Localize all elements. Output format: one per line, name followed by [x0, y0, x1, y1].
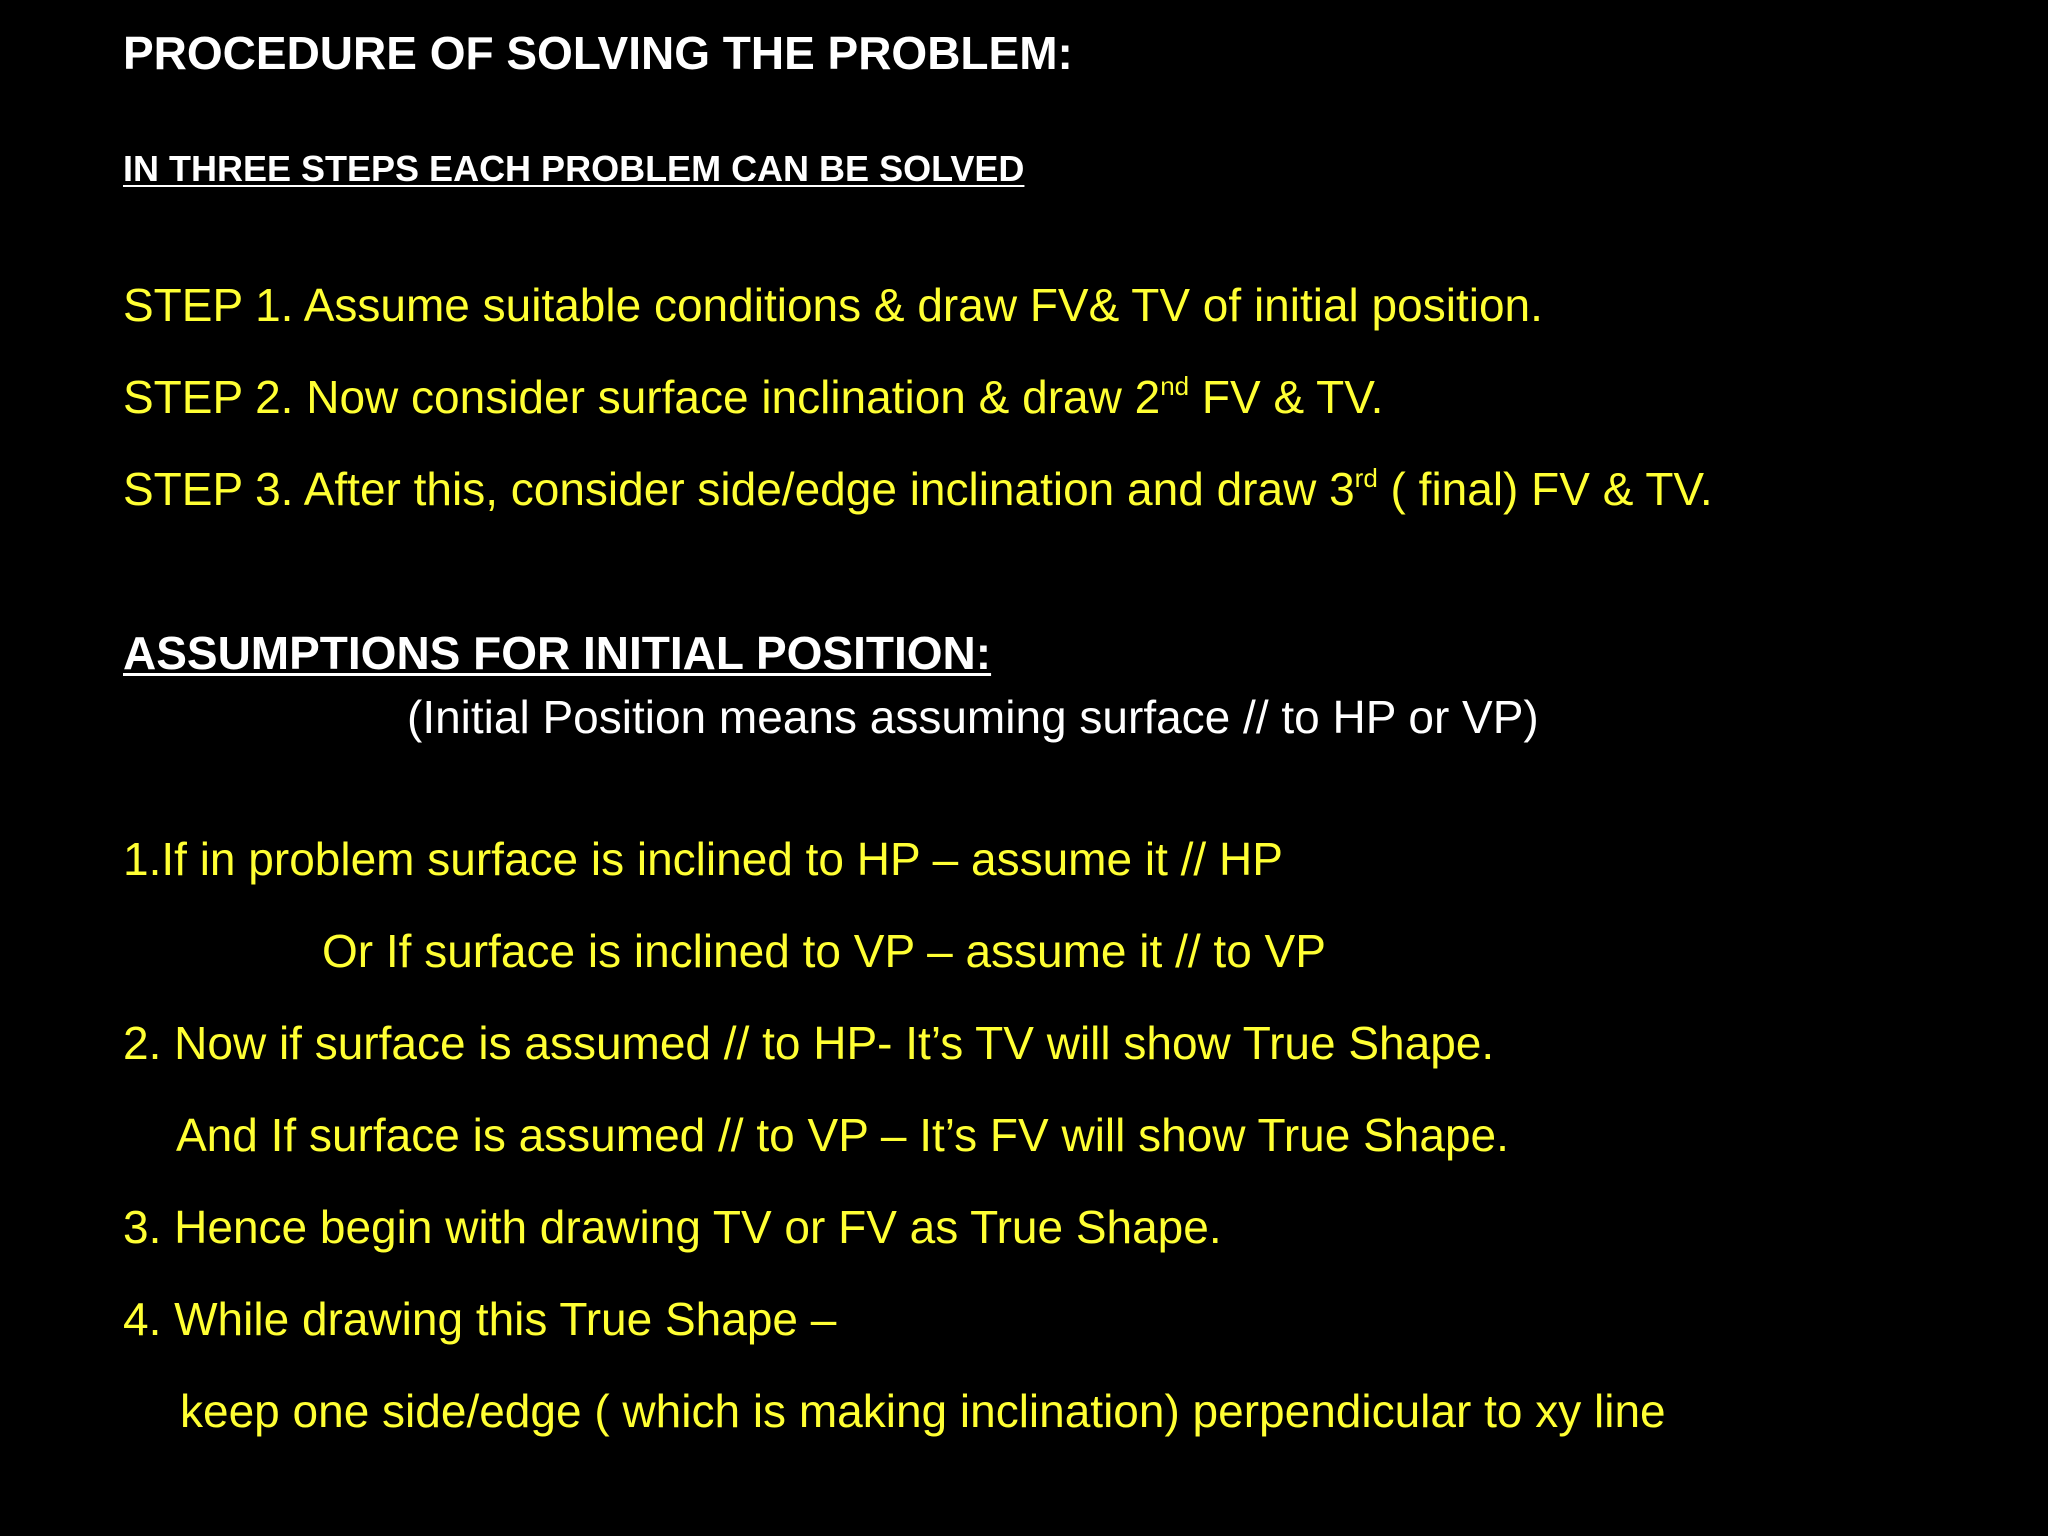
- step-3-tail: ( final) FV & TV.: [1377, 463, 1713, 515]
- step-3-text: STEP 3. After this, consider side/edge inclination and draw 3: [123, 463, 1355, 515]
- step-2: [123, 370, 1383, 424]
- subtitle: IN THREE STEPS EACH PROBLEM CAN BE SOLVED: [123, 148, 1025, 189]
- rule-3: 3. Hence begin with drawing TV or FV as True Shape.: [123, 1201, 1222, 1253]
- step-2-tail: FV & TV.: [1189, 371, 1384, 423]
- rule-4: 4. While drawing this True Shape –: [123, 1293, 837, 1345]
- page-title: PROCEDURE OF SOLVING THE PROBLEM:: [123, 27, 1073, 79]
- step-3: [123, 462, 1713, 516]
- rule-2: 2. Now if surface is assumed // to HP- It’s TV will show True Shape.: [123, 1017, 1495, 1069]
- step-3-ordinal: rd: [1354, 463, 1378, 493]
- rule-2-alternative: And If surface is assumed // to VP – It’s FV will show True Shape.: [176, 1109, 1509, 1161]
- assumptions-heading: ASSUMPTIONS FOR INITIAL POSITION:: [123, 627, 992, 679]
- rule-1-alternative: Or If surface is inclined to VP – assume it // to VP: [322, 925, 1326, 977]
- rule-1: 1.If in problem surface is inclined to HP – assume it // HP: [123, 833, 1283, 885]
- assumptions-note: (Initial Position means assuming surface // to HP or VP): [407, 691, 1539, 743]
- step-2-text: STEP 2. Now consider surface inclination & draw 2: [123, 371, 1161, 423]
- step-2-ordinal: nd: [1160, 371, 1190, 401]
- step-1: STEP 1. Assume suitable conditions & draw FV& TV of initial position.: [123, 279, 1543, 331]
- rule-4-detail: keep one side/edge ( which is making inclination) perpendicular to xy line: [180, 1385, 1666, 1437]
